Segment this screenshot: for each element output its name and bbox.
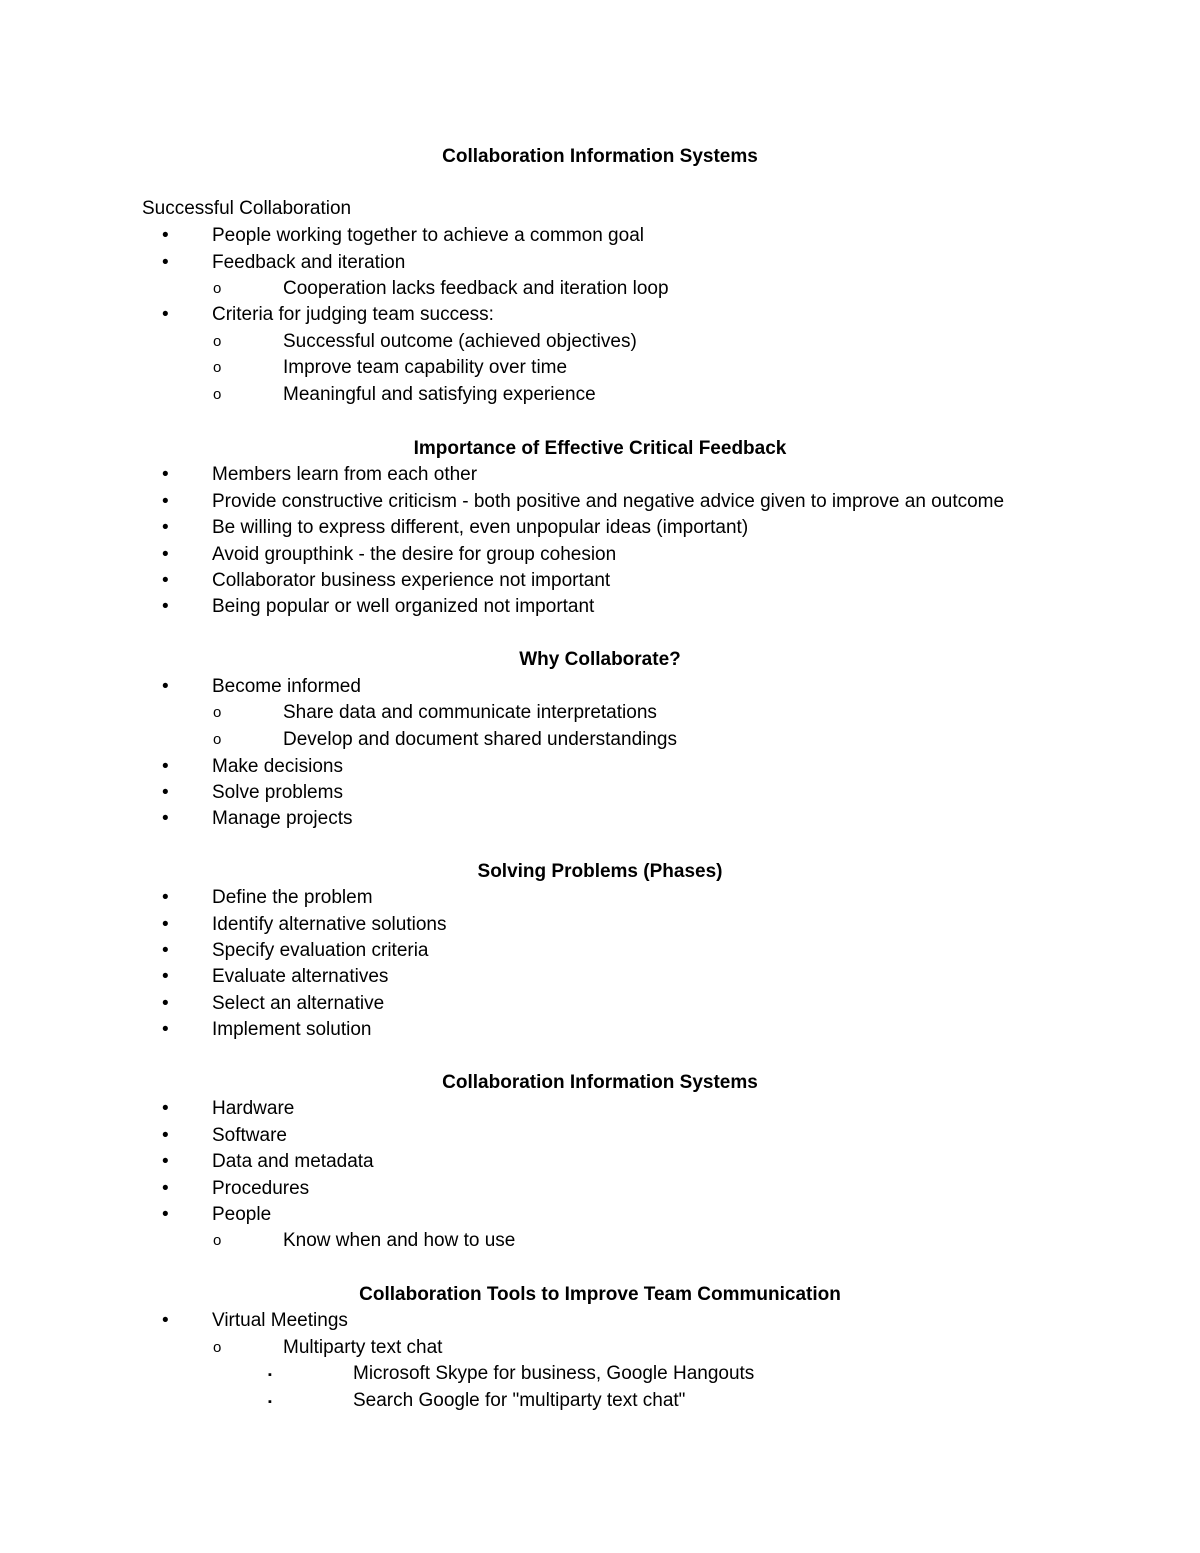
bullet-item-level-1 [162, 569, 611, 593]
bullet-item-level-1 [162, 1018, 372, 1042]
bullet-marker-icon: • [162, 570, 169, 591]
bullet-marker-icon: • [162, 491, 169, 512]
bullet-item-level-2 [213, 701, 657, 725]
bullet-marker-icon: • [162, 887, 169, 908]
bullet-marker-icon: o [213, 359, 222, 376]
bullet-item-level-1 [162, 1309, 348, 1333]
bullet-marker-icon: • [162, 304, 169, 325]
bullet-item-level-1 [162, 490, 1005, 514]
bullet-item-level-2 [213, 330, 637, 354]
bullet-item-level-1 [162, 543, 617, 567]
bullet-text: Meaningful and satisfying experience [283, 384, 596, 405]
bullet-item-level-1 [162, 224, 644, 248]
section-heading: Collaboration Information Systems [442, 146, 758, 167]
bullet-item-level-1 [162, 1097, 295, 1121]
bullet-text: Collaborator business experience not important [212, 570, 611, 591]
bullet-text: Data and metadata [212, 1151, 374, 1172]
bullet-marker-icon: • [162, 940, 169, 961]
bullet-marker-icon: • [162, 1019, 169, 1040]
bullet-item-level-2 [213, 277, 669, 301]
bullet-text: Make decisions [212, 756, 343, 777]
bullet-item-level-3 [268, 1389, 686, 1413]
bullet-item-level-1 [162, 1203, 272, 1227]
bullet-item-level-1 [162, 807, 353, 831]
bullet-item-level-2 [213, 383, 596, 407]
bullet-marker-icon: • [162, 1310, 169, 1331]
bullet-marker-icon: • [162, 1178, 169, 1199]
bullet-text: Develop and document shared understandings [283, 729, 677, 750]
bullet-item-level-2 [213, 1229, 516, 1253]
bullet-item-level-1 [162, 251, 406, 275]
bullet-marker-icon: • [162, 596, 169, 617]
bullet-marker-icon: o [213, 704, 222, 721]
bullet-text: Evaluate alternatives [212, 966, 389, 987]
bullet-item-level-1 [162, 675, 361, 699]
bullet-text: Members learn from each other [212, 464, 478, 485]
section-heading: Solving Problems (Phases) [477, 861, 723, 882]
bullet-item-level-1 [162, 755, 343, 779]
bullet-marker-icon: • [162, 252, 169, 273]
bullet-text: Identify alternative solutions [212, 914, 447, 935]
bullet-text: Software [212, 1125, 287, 1146]
bullet-marker-icon: • [162, 1125, 169, 1146]
section-heading: Collaboration Information Systems [442, 1072, 758, 1093]
bullet-text: Multiparty text chat [283, 1337, 443, 1358]
bullet-text: Being popular or well organized not important [212, 596, 595, 617]
bullet-item-level-1 [162, 463, 478, 487]
bullet-item-level-1 [162, 303, 494, 327]
bullet-marker-icon: • [162, 993, 169, 1014]
bullet-marker-icon: o [213, 1339, 222, 1356]
bullet-marker-icon: • [162, 517, 169, 538]
bullet-text: Specify evaluation criteria [212, 940, 429, 961]
bullet-text: Manage projects [212, 808, 353, 829]
bullet-marker-icon: ▪ [268, 1396, 272, 1408]
subheading-text: Successful Collaboration [142, 198, 352, 219]
bullet-marker-icon: • [162, 966, 169, 987]
bullet-text: Define the problem [212, 887, 373, 908]
bullet-text: Cooperation lacks feedback and iteration loop [283, 278, 669, 299]
bullet-item-level-2 [213, 1336, 443, 1360]
bullet-item-level-1 [162, 1124, 287, 1148]
bullet-marker-icon: • [162, 1151, 169, 1172]
bullet-marker-icon: • [162, 676, 169, 697]
bullet-text: Be willing to express different, even unpopular ideas (important) [212, 517, 749, 538]
bullet-text: Procedures [212, 1178, 310, 1199]
bullet-text: Implement solution [212, 1019, 372, 1040]
bullet-marker-icon: o [213, 1232, 222, 1249]
bullet-marker-icon: • [162, 756, 169, 777]
bullet-text: Select an alternative [212, 993, 385, 1014]
bullet-item-level-1 [162, 595, 595, 619]
bullet-text: Become informed [212, 676, 361, 697]
bullet-item-level-1 [162, 965, 389, 989]
bullet-marker-icon: • [162, 544, 169, 565]
bullet-marker-icon: • [162, 1098, 169, 1119]
section-heading: Why Collaborate? [519, 649, 681, 670]
bullet-item-level-1 [162, 939, 429, 963]
bullet-marker-icon: o [213, 280, 222, 297]
bullet-text: Provide constructive criticism - both positive and negative advice given to improve an outcome [212, 491, 1005, 512]
bullet-marker-icon: o [213, 386, 222, 403]
section-heading: Importance of Effective Critical Feedback [413, 438, 787, 459]
bullet-item-level-1 [162, 1177, 310, 1201]
bullet-text: Successful outcome (achieved objectives) [283, 331, 637, 352]
bullet-item-level-1 [162, 1150, 374, 1174]
bullet-item-level-1 [162, 516, 749, 540]
bullet-text: People [212, 1204, 272, 1225]
bullet-item-level-1 [162, 781, 343, 805]
bullet-text: Improve team capability over time [283, 357, 568, 378]
bullet-marker-icon: • [162, 914, 169, 935]
bullet-marker-icon: o [213, 333, 222, 350]
bullet-text: Search Google for "multiparty text chat" [353, 1390, 686, 1411]
bullet-marker-icon: • [162, 1204, 169, 1225]
bullet-text: Criteria for judging team success: [212, 304, 494, 325]
bullet-marker-icon: • [162, 808, 169, 829]
bullet-marker-icon: • [162, 464, 169, 485]
bullet-marker-icon: o [213, 731, 222, 748]
bullet-item-level-1 [162, 913, 447, 937]
bullet-item-level-1 [162, 886, 373, 910]
bullet-text: Share data and communicate interpretations [283, 702, 657, 723]
bullet-marker-icon: • [162, 782, 169, 803]
bullet-text: Microsoft Skype for business, Google Hangouts [353, 1363, 755, 1384]
bullet-text: Feedback and iteration [212, 252, 406, 273]
bullet-text: People working together to achieve a common goal [212, 225, 644, 246]
bullet-text: Virtual Meetings [212, 1310, 348, 1331]
bullet-text: Avoid groupthink - the desire for group cohesion [212, 544, 617, 565]
bullet-item-level-1 [162, 992, 385, 1016]
section-heading: Collaboration Tools to Improve Team Communication [359, 1284, 841, 1305]
bullet-item-level-2 [213, 728, 677, 752]
bullet-text: Know when and how to use [283, 1230, 516, 1251]
bullet-text: Solve problems [212, 782, 343, 803]
bullet-item-level-3 [268, 1362, 755, 1386]
bullet-text: Hardware [212, 1098, 295, 1119]
bullet-marker-icon: ▪ [268, 1369, 272, 1381]
bullet-item-level-2 [213, 356, 568, 380]
bullet-marker-icon: • [162, 225, 169, 246]
